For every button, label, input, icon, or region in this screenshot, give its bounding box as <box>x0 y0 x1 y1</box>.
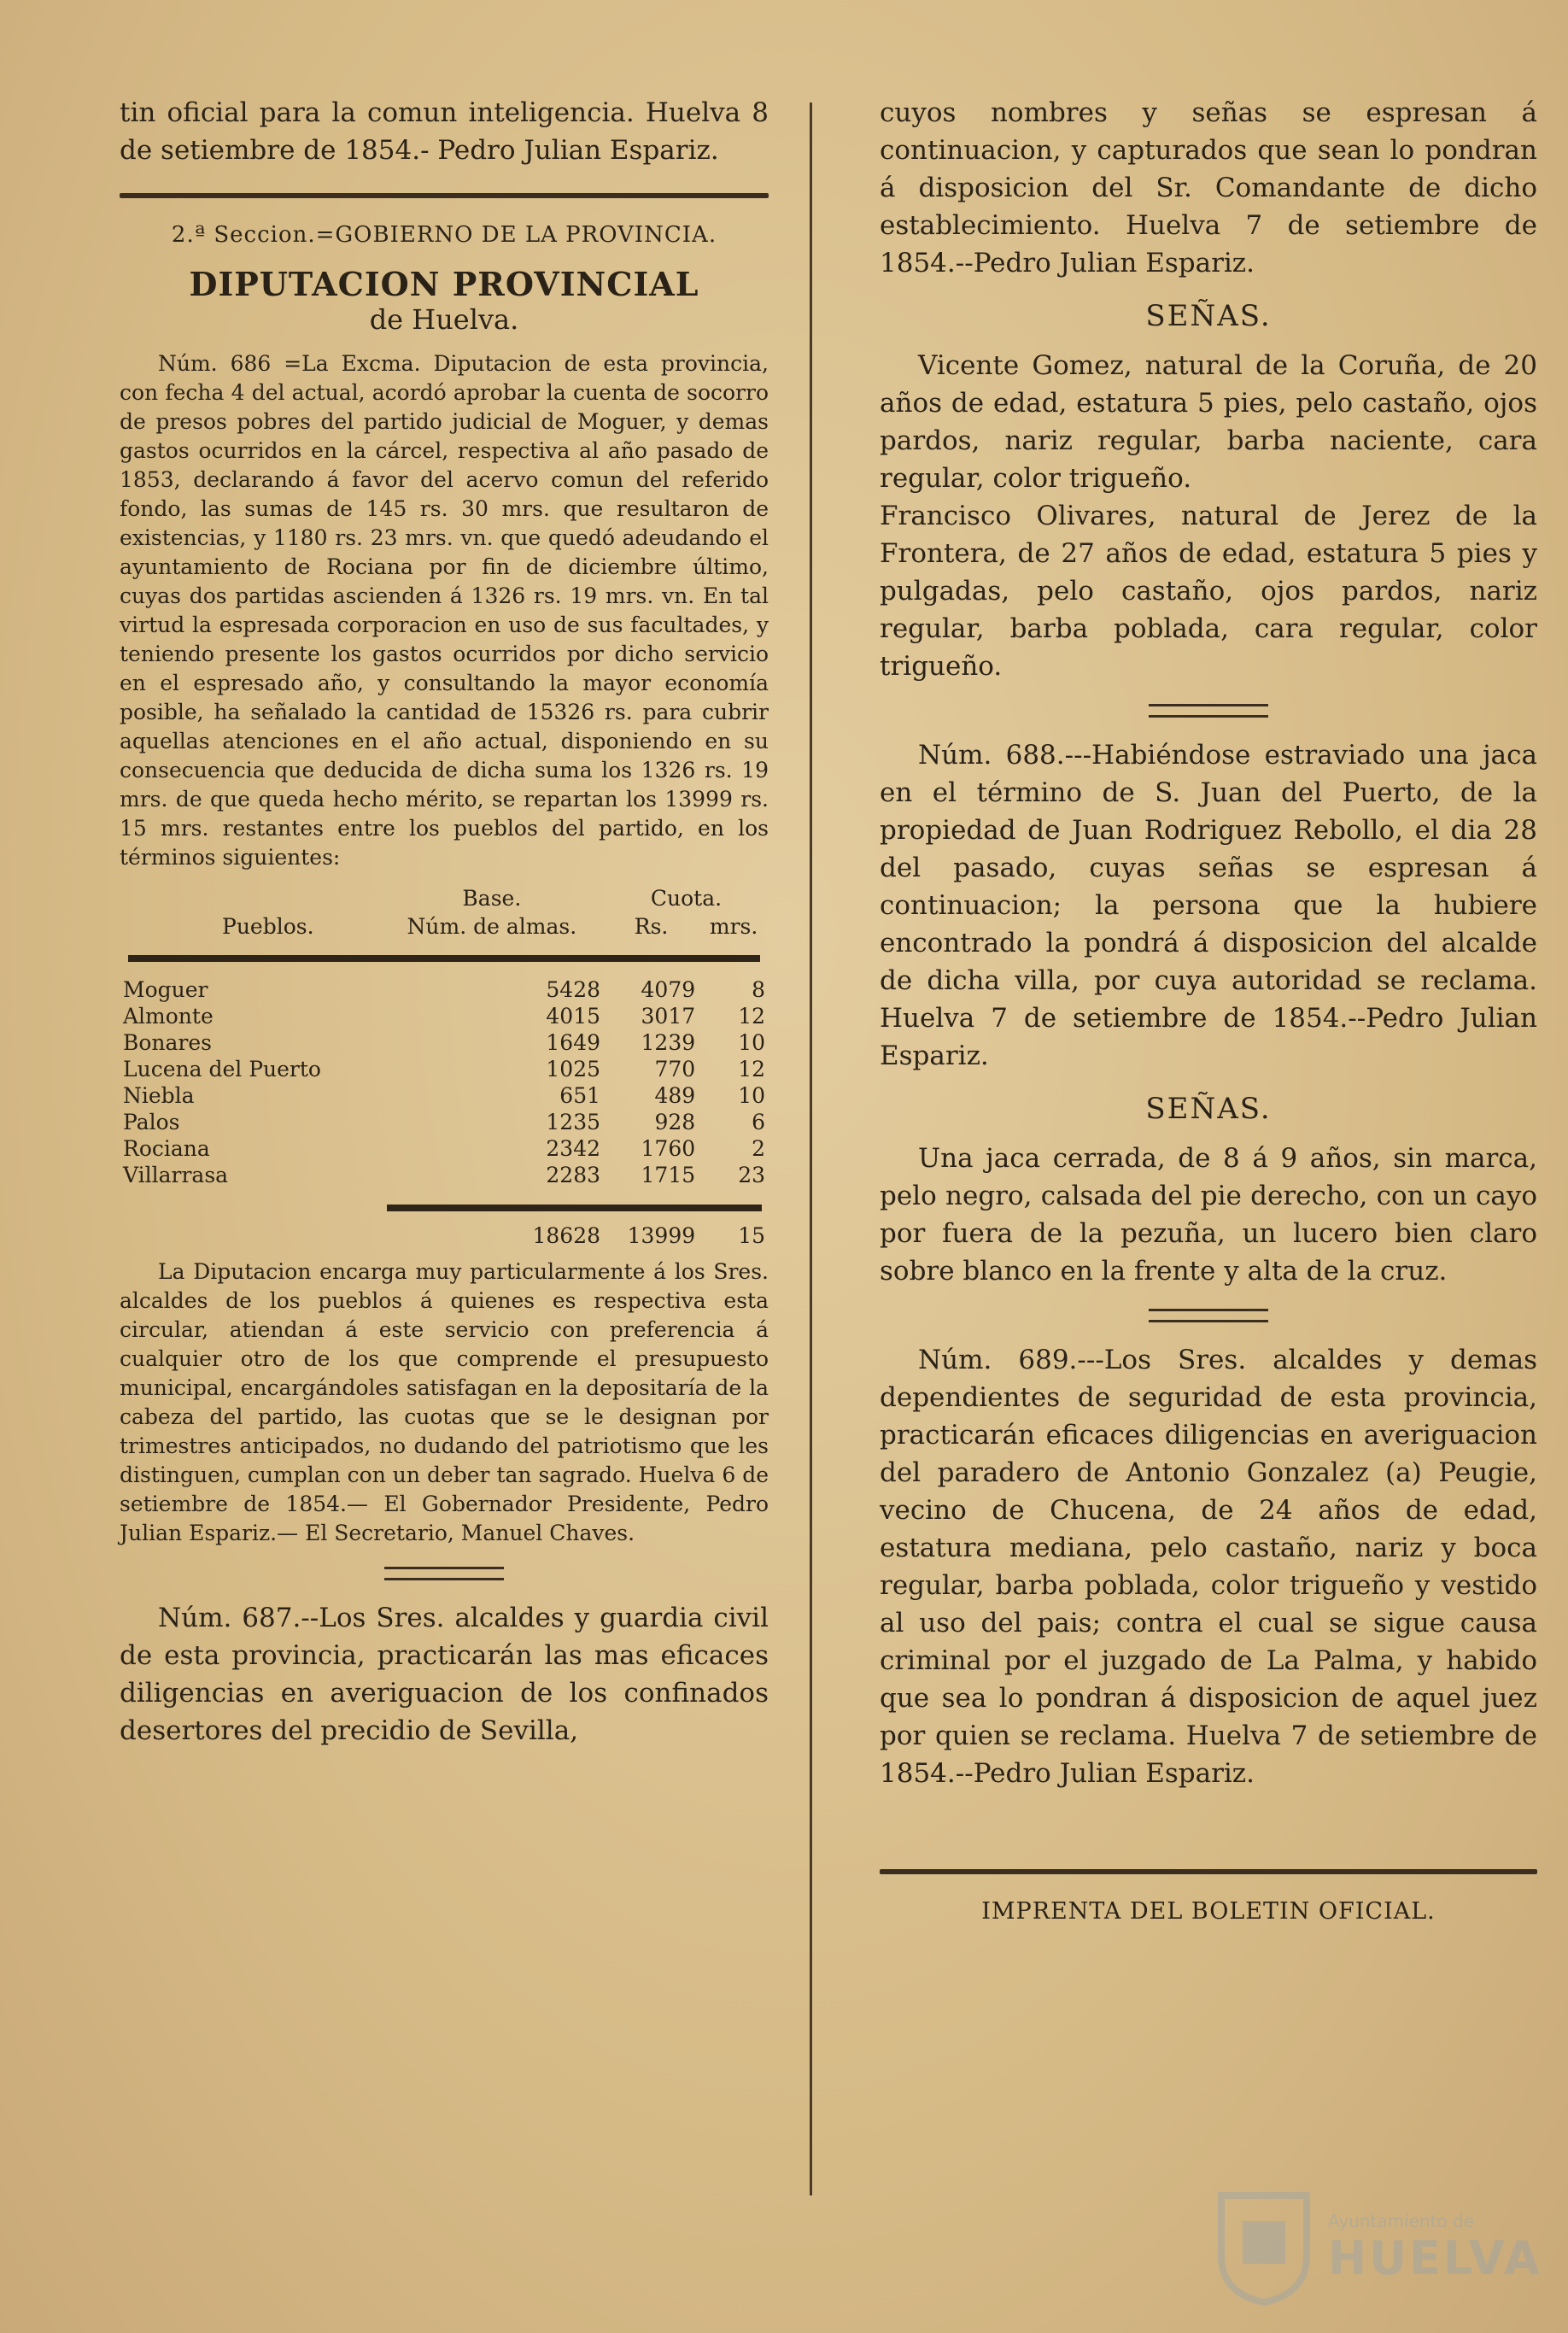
diputacion-title: DIPUTACION PROVINCIAL <box>189 265 699 303</box>
table-cell-pueblo: Almonte <box>123 1004 214 1029</box>
table-cell-almas: 1025 <box>546 1057 601 1082</box>
table-cell-almas: 1235 <box>546 1110 601 1134</box>
ornament-divider <box>1149 704 1268 718</box>
table-cell-mrs: 6 <box>752 1110 765 1134</box>
table-cell-almas: 2283 <box>546 1163 601 1187</box>
diputacion-subtitle: de Huelva. <box>369 303 519 336</box>
table-cell-almas: 2342 <box>546 1136 601 1161</box>
circular-text: La Diputacion encarga muy particularmente á los Sres. alcaldes de los pueblos á quienes es respectiva esta circular, atiendan á este servicio con preferencia á cualquier otro de los que comprende el presupuesto municipal, encargándoles satisfagan en la depositaría de la cabeza del partido, las cuotas que se le designan por trimestres anticipados, no dudando del patriotismo que les distinguen, cumplan con un deber tan sagrado. Huelva 6 de setiembre de 1854.— El Gobernador Presidente, Pedro Julian Espariz.— El Secretario, Manuel Chaves. <box>120 1259 769 1545</box>
table-total-row <box>120 1222 769 1249</box>
table-row <box>120 1003 769 1029</box>
table-cell-mrs: 2 <box>752 1136 765 1161</box>
senas-francisco: Francisco Olivares, natural de Jerez de la Frontera, de 27 años de edad, estatura 5 pies y pulgadas, pelo castaño, ojos pardos, nariz regular, barba poblada, cara regular, color trigueño. <box>880 501 1537 682</box>
notice-688: Núm. 688.---Habiéndose estraviado una jaca en el término de S. Juan del Puerto, de la propiedad de Juan Rodriguez Rebollo, el dia 28 del pasado, cuyas señas se espresan á continuacion; la persona que la hubiere encontrado la pondrá á disposicion del alcalde de dicha villa, por cuya autoridad se reclama. Huelva 7 de setiembre de 1854.--Pedro Julian Espariz. <box>880 740 1537 1071</box>
table-cell-almas: 4015 <box>546 1004 601 1029</box>
table-cell-rs: 489 <box>654 1083 696 1108</box>
ornament-divider <box>1149 1309 1268 1322</box>
notice-687: Núm. 687.--Los Sres. alcaldes y guardia civil de esta provincia, practicarán las mas eficaces diligencias en averiguacion de los confinados desertores del precidio de Sevilla, <box>120 1603 769 1746</box>
shield-icon <box>1213 2187 1315 2307</box>
header-num-almas: Núm. de almas. <box>407 914 577 939</box>
table-cell-almas: 1649 <box>546 1030 601 1055</box>
senas-vicente: Vicente Gomez, natural de la Coruña, de 20 años de edad, estatura 5 pies, pelo castaño, ojos pardos, nariz regular, barba naciente, cara regular, color trigueño. <box>880 350 1537 494</box>
table-cell-almas: 651 <box>559 1083 601 1108</box>
table-cell-pueblo: Bonares <box>123 1030 213 1055</box>
total-rs: 13999 <box>627 1223 696 1248</box>
table-cell-rs: 1239 <box>641 1030 696 1055</box>
table-row <box>120 1082 769 1109</box>
table-cell-pueblo: Villarrasa <box>123 1163 229 1187</box>
table-row <box>120 1135 769 1162</box>
watermark-line2: HUELVA <box>1328 2231 1542 2285</box>
table-cell-pueblo: Lucena del Puerto <box>123 1057 321 1082</box>
table-cell-pueblo: Moguer <box>123 977 208 1002</box>
continuation-text-left: tin oficial para la comun inteligencia. Huelva 8 de setiembre de 1854.- Pedro Julian Espariz. <box>120 97 769 166</box>
total-almas: 18628 <box>532 1223 601 1248</box>
table-cell-mrs: 10 <box>738 1083 765 1108</box>
notice-689: Núm. 689.---Los Sres. alcaldes y demas dependientes de seguridad de esta provincia, practicarán eficaces diligencias en averiguacion del paradero de Antonio Gonzalez (a) Peugie, vecino de Chucena, de 24 años de edad, estatura mediana, pelo castaño, nariz y boca regular, barba poblada, color trigueño y vestido al uso del pais; contra el cual se sigue causa criminal por el juzgado de La Palma, y habido que sea lo pondran á disposicion de aquel juez por quien se reclama. Huelva 7 de setiembre de 1854.--Pedro Julian Espariz. <box>880 1345 1537 1789</box>
table-cell-pueblo: Niebla <box>123 1083 195 1108</box>
table-cell-mrs: 10 <box>738 1030 765 1055</box>
senas-title-2: SEÑAS. <box>1145 1092 1272 1126</box>
column-divider <box>810 103 812 2195</box>
header-pueblos: Pueblos. <box>222 914 314 939</box>
total-rule <box>387 1205 762 1211</box>
table-row <box>120 1029 769 1056</box>
total-mrs: 15 <box>738 1223 765 1248</box>
table-cell-rs: 1760 <box>641 1136 696 1161</box>
table-cell-pueblo: Rociana <box>123 1136 210 1161</box>
header-rs: Rs. <box>634 914 669 939</box>
table-cell-rs: 3017 <box>641 1004 696 1029</box>
left-column <box>120 94 769 1750</box>
distribution-table <box>120 884 769 1249</box>
table-row <box>120 1056 769 1082</box>
ornament-divider <box>384 1567 504 1580</box>
table-row <box>120 1109 769 1135</box>
huelva-watermark <box>1213 2187 1542 2315</box>
continuation-text-right: cuyos nombres y señas se espresan á continuacion, y capturados que sean lo pondran á disposicion del Sr. Comandante de dicho establecimiento. Huelva 7 de setiembre de 1854.--Pedro Julian Espariz. <box>880 97 1537 278</box>
senas-title-1: SEÑAS. <box>1145 299 1272 333</box>
table-cell-rs: 1715 <box>641 1163 696 1187</box>
watermark-line1: Ayuntamiento de <box>1328 2211 1475 2231</box>
section-header: 2.ª Seccion.=GOBIERNO DE LA PROVINCIA. <box>171 222 717 248</box>
table-cell-mrs: 12 <box>738 1004 765 1029</box>
footer-rule <box>880 1869 1537 1874</box>
table-cell-pueblo: Palos <box>123 1110 180 1134</box>
header-mrs: mrs. <box>709 914 758 939</box>
senas-jaca: Una jaca cerrada, de 8 á 9 años, sin marca, pelo negro, calsada del pie derecho, con un cayo por fuera de la pezuña, un lucero bien claro sobre blanco en la frente y alta de la cruz. <box>880 1143 1537 1287</box>
table-cell-rs: 928 <box>654 1110 696 1134</box>
table-cell-rs: 4079 <box>641 977 696 1002</box>
table-row <box>120 976 769 1003</box>
table-cell-mrs: 23 <box>738 1163 765 1187</box>
notice-686: Núm. 686 =La Excma. Diputacion de esta provincia, con fecha 4 del actual, acordó aprobar la cuenta de socorro de presos pobres del partido judicial de Moguer, y demas gastos ocurridos en la cárcel, respectiva al año pasado de 1853, declarando á favor del acervo comun del referido fondo, las sumas de 145 rs. 30 mrs. que resultaron de existencias, y 1180 rs. 23 mrs. vn. que quedó adeudando el ayuntamiento de Rociana por fin de diciembre último, cuyas dos partidas ascienden á 1326 rs. 19 mrs. vn. En tal virtud la espresada corporacion en uso de sus facultades, y teniendo presente los gastos ocurridos por dicho servicio en el espresado año, y consultando la mayor economía posible, ha señalado la cantidad de 15326 rs. para cubrir aquellas atenciones en el año actual, disponiendo en su consecuencia que deducida de dicha suma los 1326 rs. 19 mrs. de que queda hecho mérito, se repartan los 13999 rs. 15 mrs. restantes entre los pueblos del partido, en los términos siguientes: <box>120 351 769 870</box>
table-row <box>120 1162 769 1188</box>
header-cuota: Cuota. <box>650 886 723 911</box>
table-cell-mrs: 12 <box>738 1057 765 1082</box>
section-rule <box>120 193 769 198</box>
imprenta-footer: IMPRENTA DEL BOLETIN OFICIAL. <box>981 1898 1436 1925</box>
table-cell-mrs: 8 <box>752 977 765 1002</box>
table-header-rule <box>128 955 760 962</box>
table-cell-almas: 5428 <box>546 977 601 1002</box>
right-column <box>880 94 1537 1925</box>
table-cell-rs: 770 <box>654 1057 696 1082</box>
header-base: Base. <box>462 886 522 911</box>
